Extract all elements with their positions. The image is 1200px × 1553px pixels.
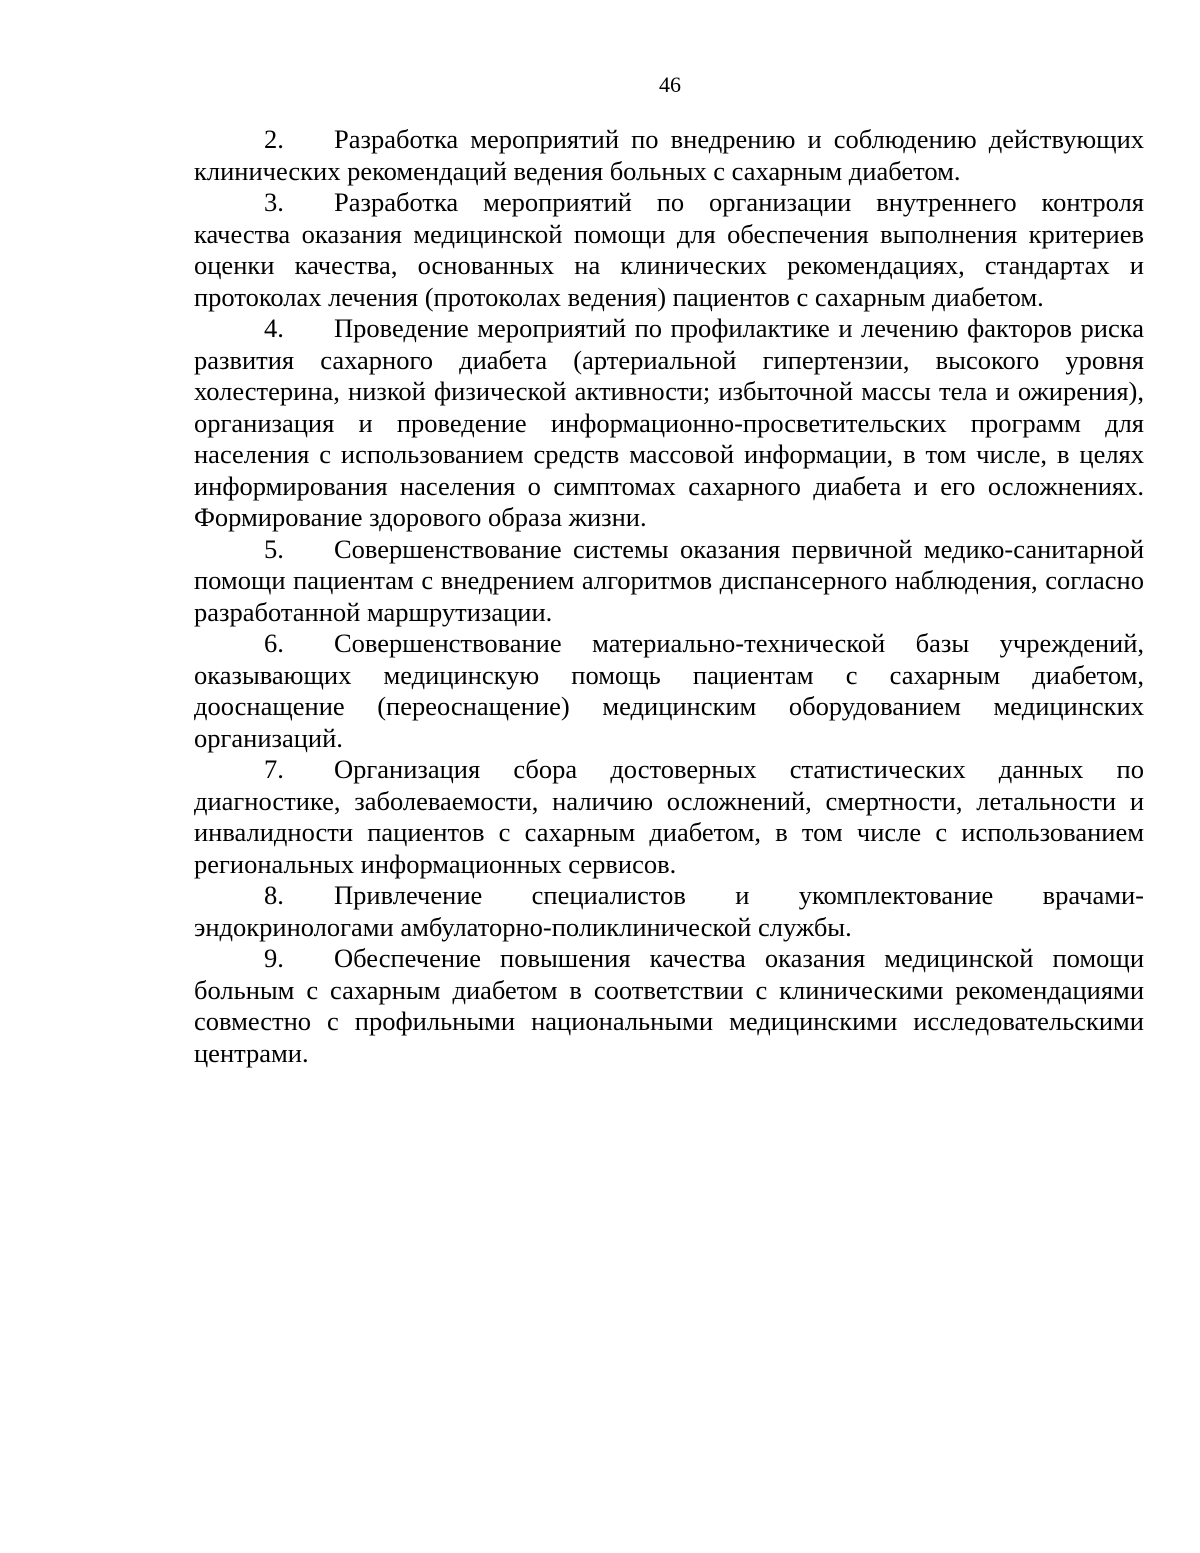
list-item	[194, 534, 1144, 629]
list-item-text: Разработка мероприятий по организации внутреннего контроля качества оказания медицинской помощи для обеспечения выполнения критериев оценки качества, основанных на клинических рекомендациях, стандартах и протоколах лечения (протоколах ведения) пациентов с сахарным диабетом.	[194, 187, 1144, 312]
list-item-text: Совершенствование материально-технической базы учреждений, оказывающих медицинскую помощь пациентам с сахарным диабетом, дооснащение (переоснащение) медицинским оборудованием медицинских организаций.	[194, 628, 1144, 753]
list-item-text: Совершенствование системы оказания первичной медико-санитарной помощи пациентам с внедрением алгоритмов диспансерного наблюдения, согласно разработанной маршрутизации.	[194, 533, 1144, 627]
list-item-number: 3.	[264, 187, 284, 217]
list-item-number: 9.	[264, 943, 284, 973]
list-item-text: Организация сбора достоверных статистических данных по диагностике, заболеваемости, наличию осложнений, смертности, летальности и инвалидности пациентов с сахарным диабетом, в том числе с использованием региональных информационных сервисов.	[194, 754, 1144, 879]
list-item	[194, 124, 1144, 187]
list-item	[194, 943, 1144, 1069]
page-number: 46	[659, 72, 681, 97]
list-item-number: 8.	[264, 880, 284, 910]
list-item-number: 6.	[264, 628, 284, 658]
list-item	[194, 187, 1144, 313]
list-item-number: 7.	[264, 754, 284, 784]
list-item	[194, 880, 1144, 943]
list-item-number: 2.	[264, 124, 284, 154]
list-item	[194, 628, 1144, 754]
list-item-number: 4.	[264, 313, 284, 343]
list-item-text: Привлечение специалистов и укомплектование врачами-эндокринологами амбулаторно-поликлинической службы.	[194, 880, 1144, 942]
list-item-text: Проведение мероприятий по профилактике и лечению факторов риска развития сахарного диабета (артериальной гипертензии, высокого уровня холестерина, низкой физической активности; избыточной массы тела и ожирения), организация и проведение информационно-просветительских программ для населения с использованием средств массовой информации, в том числе, в целях информирования населения о симптомах сахарного диабета и его осложнениях. Формирование здорового образа жизни.	[194, 313, 1144, 532]
list-item	[194, 313, 1144, 534]
list-item-text: Обеспечение повышения качества оказания медицинской помощи больным с сахарным диабетом в соответствии с клиническими рекомендациями совместно с профильными национальными медицинскими исследовательскими центрами.	[194, 943, 1144, 1068]
list-item-number: 5.	[264, 533, 284, 564]
list-item	[194, 754, 1144, 880]
document-body	[194, 124, 1144, 1069]
list-item-text: Разработка мероприятий по внедрению и соблюдению действующих клинических рекомендаций ведения больных с сахарным диабетом.	[194, 124, 1144, 186]
